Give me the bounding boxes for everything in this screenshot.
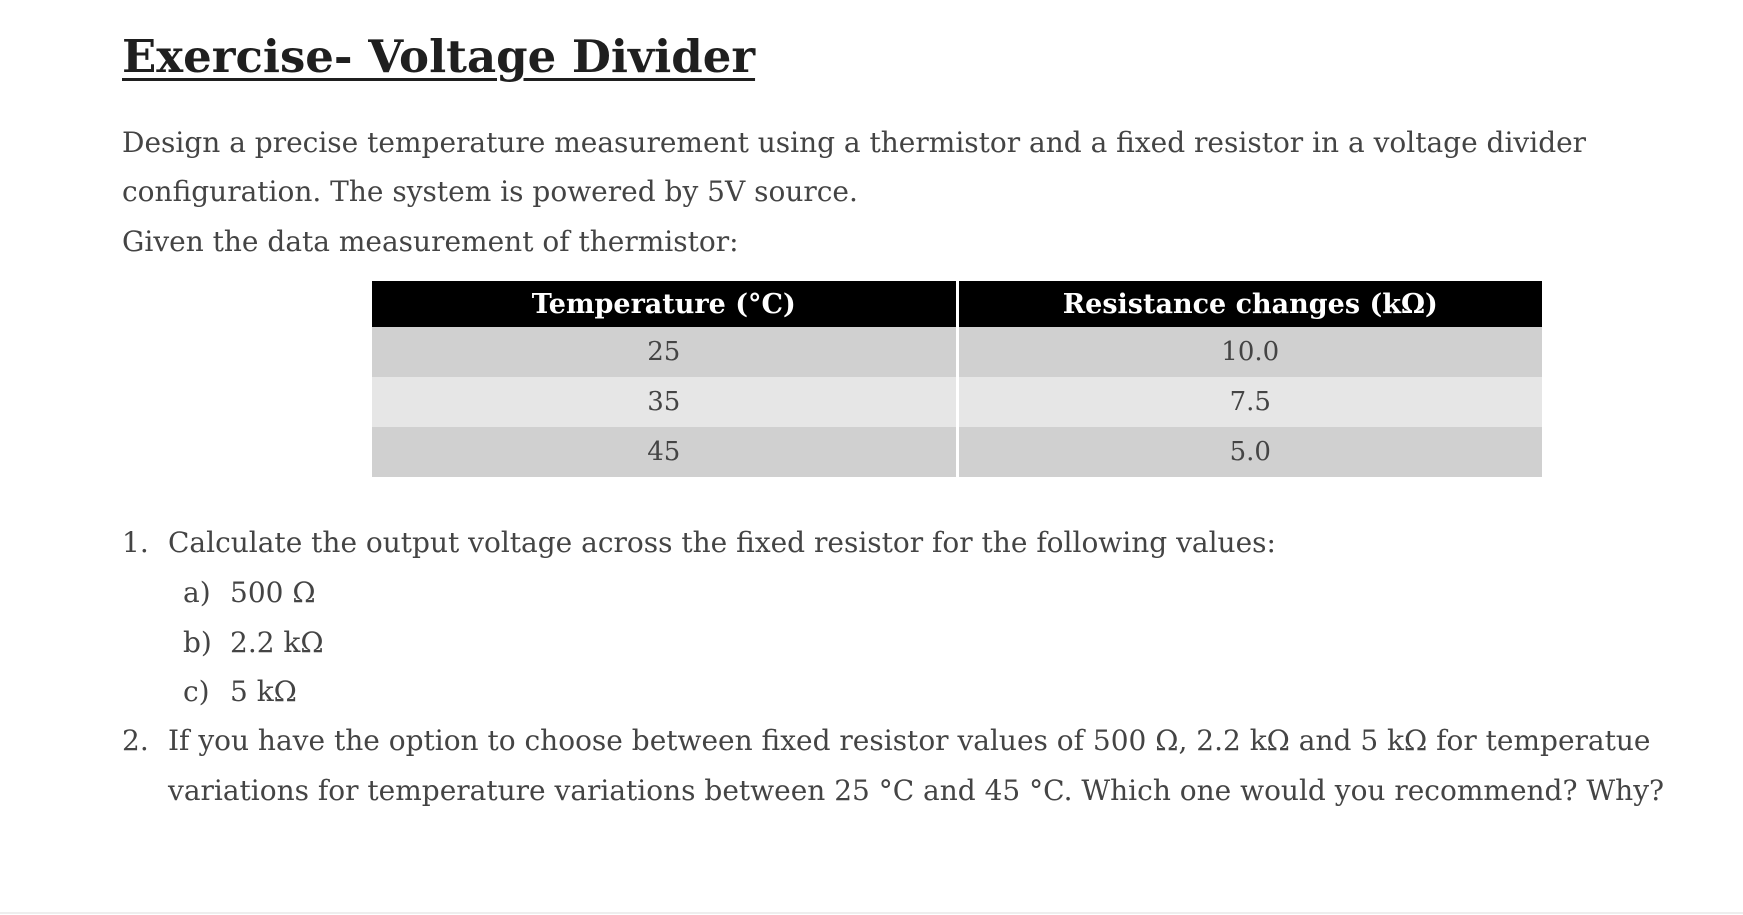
table-row bbox=[372, 327, 1542, 377]
sub-item-letter: c) bbox=[183, 675, 210, 708]
sub-item-value: 2.2 kΩ bbox=[230, 626, 324, 659]
header-resistance: Resistance changes (kΩ) bbox=[957, 281, 1542, 327]
sub-item-letter: a) bbox=[183, 576, 211, 609]
table-row bbox=[372, 427, 1542, 477]
page-title: Exercise- Voltage Divider bbox=[122, 30, 756, 83]
question-1 bbox=[122, 526, 1276, 559]
table-row bbox=[372, 377, 1542, 427]
intro-line-1: Design a precise temperature measurement using a thermistor and a fixed resistor in a voltage divider bbox=[122, 126, 1587, 159]
sub-item-letter: b) bbox=[183, 626, 212, 659]
cell-resistance: 10.0 bbox=[957, 327, 1542, 377]
question-2-line-1: If you have the option to choose between fixed resistor values of 500 Ω, 2.2 kΩ and 5 kΩ for temperatue bbox=[168, 724, 1651, 757]
sub-item-b bbox=[183, 626, 324, 659]
cell-temperature: 25 bbox=[372, 327, 957, 377]
cell-resistance: 7.5 bbox=[957, 377, 1542, 427]
cell-temperature: 45 bbox=[372, 427, 957, 477]
intro-line-3: Given the data measurement of thermistor: bbox=[122, 225, 739, 258]
sub-item-a bbox=[183, 576, 316, 609]
question-1-number: 1. bbox=[122, 526, 149, 559]
question-2-number: 2. bbox=[122, 724, 149, 757]
sub-item-c bbox=[183, 675, 297, 708]
intro-line-2: configuration. The system is powered by 5V source. bbox=[122, 175, 858, 208]
sub-item-value: 5 kΩ bbox=[230, 675, 297, 708]
cell-temperature: 35 bbox=[372, 377, 957, 427]
page-divider bbox=[0, 912, 1743, 914]
table-header-row bbox=[372, 281, 1542, 327]
question-2-line-2: variations for temperature variations between 25 °C and 45 °C. Which one would you recommend? Why? bbox=[168, 774, 1665, 807]
cell-resistance: 5.0 bbox=[957, 427, 1542, 477]
sub-item-value: 500 Ω bbox=[230, 576, 316, 609]
thermistor-data-table bbox=[372, 281, 1542, 477]
header-temperature: Temperature (°C) bbox=[372, 281, 957, 327]
question-1-text: Calculate the output voltage across the fixed resistor for the following values: bbox=[168, 526, 1276, 559]
question-2 bbox=[122, 724, 1650, 757]
